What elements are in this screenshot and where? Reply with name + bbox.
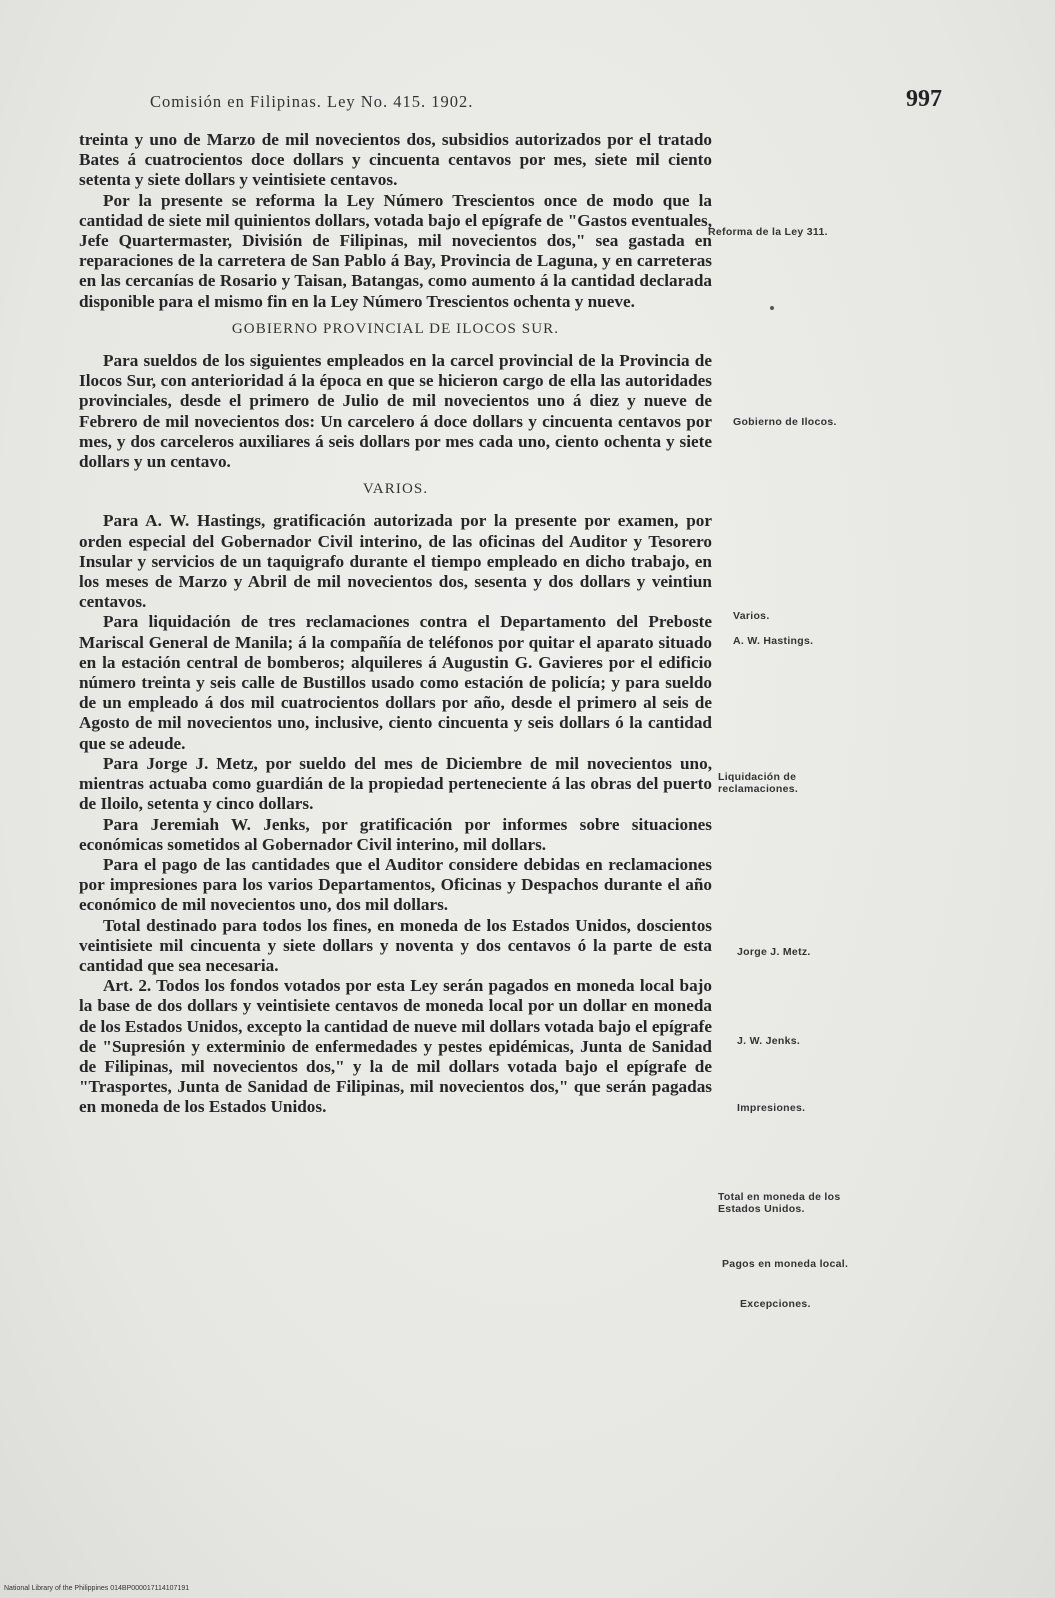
margin-note-excepciones: Excepciones. (740, 1298, 811, 1310)
paragraph-ilocos: Para sueldos de los siguientes empleados en la carcel provincial de la Provincia de Ilocos Sur, con anterioridad á la época en que se hicieron cargo de ella las autoridades provinciales, desde el primero de Julio de mil novecientos uno á diez y nueve de Febrero de mil novecientos dos: Un carcelero á doce dollars y cincuenta centavos por mes, y dos carceleros auxiliares á seis dollars por mes cada uno, ciento ochenta y siete dollars y un centavo. (79, 351, 712, 472)
margin-note-ilocos: Gobierno de Ilocos. (733, 416, 837, 428)
body-text (79, 130, 712, 1118)
margin-note-reforma: Reforma de la Ley 311. (708, 226, 828, 238)
section-heading-varios: VARIOS. (362, 481, 429, 498)
margin-note-impresiones: Impresiones. (737, 1102, 806, 1114)
margin-note-metz: Jorge J. Metz. (737, 946, 811, 958)
paragraph-total: Total destinado para todos los fines, en moneda de los Estados Unidos, doscientos veintisiete mil cincuenta y siete dollars y noventa y dos centavos ó la parte de esta cantidad que sea necesaria. (79, 915, 712, 975)
paragraph-continuation: treinta y uno de Marzo de mil novecientos dos, subsidios autorizados por el tratado Bates á cuatrocientos doce dollars y cincuenta centavos por mes, siete mil ciento setenta y siete dollars y veintisiete centavos. (79, 130, 712, 190)
paragraph-reforma-ley: Por la presente se reforma la Ley Número Trescientos once de modo que la cantidad de siete mil quinientos dollars, votada bajo el epígrafe de "Gastos eventuales, Jefe Quartermaster, División de Filipinas, mil novecientos dos," sea gastada en reparaciones de la carretera de San Pablo á Bay, Provincia de Laguna, y en carreteras en las cercanías de Rosario y Taisan, Batangas, como aumento á la cantidad declarada disponible para el mismo fin en la Ley Número Trescientos ochenta y nueve. (79, 190, 712, 311)
paragraph-hastings: Para A. W. Hastings, gratificación autorizada por la presente por examen, por orden especial del Gobernador Civil interino, de las oficinas del Auditor y Tesorero Insular y servicios de un taquigrafo durante el tiempo empleado en dicho trabajo, en los meses de Marzo y Abril de mil novecientos dos, sesenta y dos dollars y veintiun centavos. (79, 511, 712, 612)
margin-note-pagos: Pagos en moneda local. (722, 1258, 849, 1270)
margin-note-varios: Varios. (733, 610, 770, 622)
paragraph-liquidacion: Para liquidación de tres reclamaciones contra el Departamento del Preboste Mariscal General de Manila; á la compañía de teléfonos por quitar el aparato situado en la estación central de bomberos; alquileres á Augustin G. Gavieres por el edificio número treinta y seis calle de Bustillos usado como estación de policía; y para sueldo de un empleado á dos mil cuatrocientos dollars por año, desde el primero al seis de Agosto de mil novecientos uno, inclusive, ciento cincuenta y seis dollars ó la cantidad que se adeude. (79, 612, 712, 753)
paragraph-article-2: Art. 2. Todos los fondos votados por esta Ley serán pagados en moneda local bajo la base de dos dollars y veintisiete centavos de moneda local por un dollar en moneda de los Estados Unidos, excepto la cantidad de nueve mil dollars votada bajo el epígrafe de "Supresión y exterminio de enfermedades y pestes epidémicas, Junta de Sanidad de Filipinas, mil novecientos dos," y la de mil dollars votada bajo el epígrafe de "Trasportes, Junta de Sanidad de Filipinas, mil novecientos dos," que serán pagadas en moneda de los Estados Unidos. (79, 976, 712, 1117)
margin-note-liquidacion: Liquidación de reclamaciones. (718, 771, 799, 795)
margin-note-hastings: A. W. Hastings. (733, 635, 814, 647)
running-title: Comisión en Filipinas. Ley No. 415. 1902. (150, 92, 474, 111)
section-heading-ilocos: GOBIERNO PROVINCIAL DE ILOCOS SUR. (231, 320, 560, 337)
paragraph-jenks: Para Jeremiah W. Jenks, por gratificación por informes sobre situaciones económicas sometidos al Gobernador Civil interino, mil dollars. (79, 814, 712, 854)
margin-note-jenks: J. W. Jenks. (737, 1035, 801, 1047)
paragraph-metz: Para Jorge J. Metz, por sueldo del mes de Diciembre de mil novecientos uno, mientras actuaba como guardián de la propiedad perteneciente á las obras del puerto de Iloilo, setenta y cinco dollars. (79, 753, 712, 814)
page-number: 997 (906, 86, 942, 112)
paragraph-impresiones: Para el pago de las cantidades que el Auditor considere debidas en reclamaciones por impresiones para los varios Departamentos, Oficinas y Despachos durante el año económico de mil novecientos uno, dos mil dollars. (79, 854, 712, 915)
scan-speck (770, 306, 774, 310)
margin-note-total: Total en moneda de los Estados Unidos. (718, 1191, 841, 1215)
scan-credit: National Library of the Philippines 014BP000017114107191 (4, 1585, 190, 1592)
